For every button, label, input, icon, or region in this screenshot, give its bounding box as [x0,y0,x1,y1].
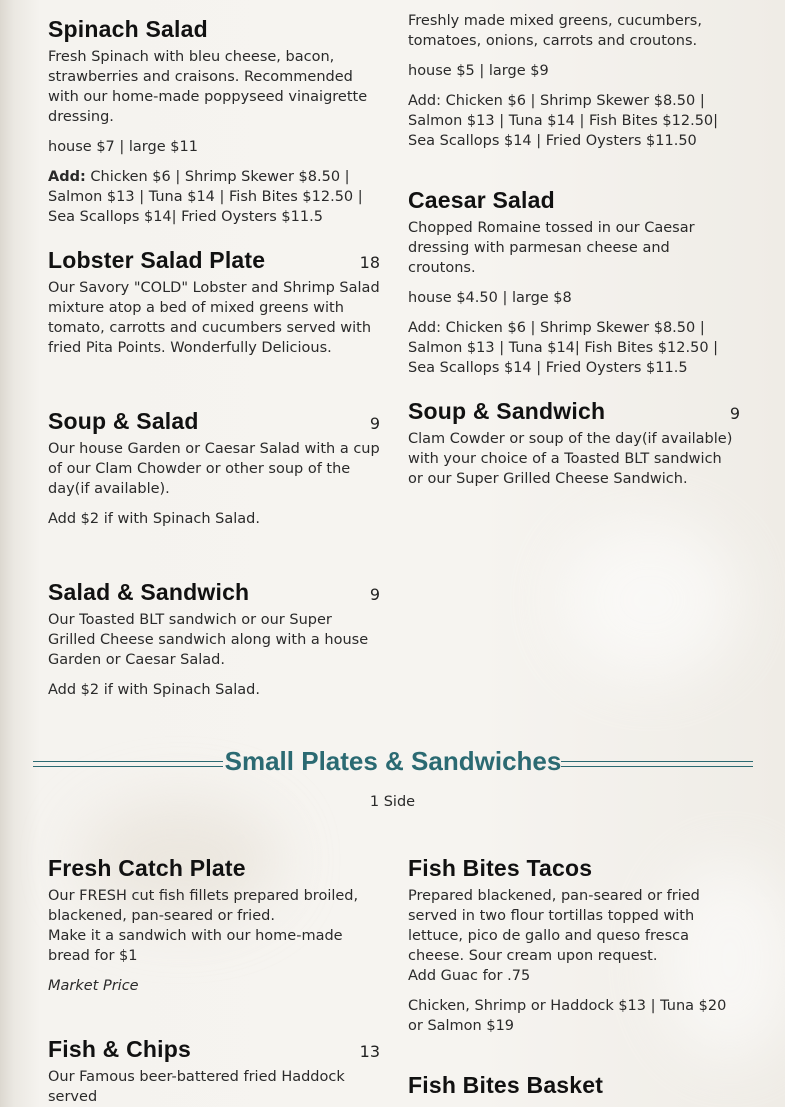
background-blur [560,520,740,680]
item-description: Chopped Romaine tossed in our Caesar dressing with parmesan cheese and croutons. [408,220,695,276]
item-title: Soup & Sandwich [408,398,606,424]
item-description: Fresh Spinach with bleu cheese, bacon, strawberries and craisons. Recommended with our home-made poppyseed vinaigrette dressing. [48,49,368,125]
item-prices: Chicken, Shrimp or Haddock $13 | Tuna $20 or Salmon $19 [408,998,727,1034]
item-sizes: house $4.50 | large $8 [408,290,572,306]
item-title: Fish & Chips [48,1036,191,1062]
menu-item-soup-salad [48,406,380,529]
menu-item-soup-sandwich [408,396,740,489]
add-label: Add: [48,169,86,185]
menu-item-garden-salad [408,11,740,151]
item-description: Clam Cowder or soup of the day(if available) with your choice of a Toasted BLT sandwich or our Super Grilled Cheese Sandwich. [408,431,733,487]
menu-item-lobster-salad-plate [48,245,380,358]
item-add-ons: Add: Chicken $6 | Shrimp Skewer $8.50 | Salmon $13 | Tuna $14| Fish Bites $12.50 | Sea Scallops $14 | Fried Oysters $11.5 [408,320,719,376]
item-title: Fish Bites Tacos [408,855,593,881]
menu-item-fish-chips [48,1034,380,1107]
item-description: Our FRESH cut fish fillets prepared broiled, blackened, pan-seared or fried. [48,888,359,924]
item-add-ons [48,167,380,227]
section-title: Small Plates & Sandwiches [224,746,562,776]
item-description-2: Make it a sandwich with our home-made bread for $1 [48,928,343,964]
section-note: 1 Side [369,794,416,810]
item-title: Soup & Salad [48,408,199,434]
item-price: 13 [359,1042,380,1061]
item-title: Spinach Salad [48,16,208,42]
section-header [33,744,753,780]
item-note: Add $2 if with Spinach Salad. [48,682,260,698]
item-price-note: Market Price [48,978,139,994]
item-sizes: house $7 | large $11 [48,139,198,155]
item-price: 18 [359,253,380,272]
item-description: Our Famous beer-battered fried Haddock served [48,1069,345,1105]
item-description: Our Toasted BLT sandwich or our Super Grilled Cheese sandwich along with a house Garden or Caesar Salad. [48,612,369,668]
item-title: Caesar Salad [408,187,555,213]
menu-item-fish-bites-basket [408,1070,740,1100]
item-description: Prepared blackened, pan-seared or fried served in two flour tortillas topped with lettuce, pico de gallo and queso fresca cheese. Sour cream upon request. [408,888,700,964]
item-price: 9 [369,414,380,433]
menu-item-fresh-catch-plate [48,853,380,996]
item-description: Freshly made mixed greens, cucumbers, tomatoes, onions, carrots and croutons. [408,13,702,49]
item-note: Add $2 if with Spinach Salad. [48,511,260,527]
item-add-ons: Add: Chicken $6 | Shrimp Skewer $8.50 | Salmon $13 | Tuna $14 | Fish Bites $12.50| Sea Scallops $14 | Fried Oysters $11.50 [408,93,719,149]
item-title: Salad & Sandwich [48,579,250,605]
item-sizes: house $5 | large $9 [408,63,549,79]
item-title: Fish Bites Basket [408,1072,604,1098]
item-title: Lobster Salad Plate [48,247,266,273]
item-price: 9 [369,585,380,604]
menu-item-salad-sandwich [48,577,380,700]
menu-item-spinach-salad [48,14,380,227]
add-text: Chicken $6 | Shrimp Skewer $8.50 | Salmon $13 | Tuna $14 | Fish Bites $12.50 | Sea Scallops $14| Fried Oysters $11.5 [48,169,363,225]
item-description: Our Savory "COLD" Lobster and Shrimp Salad mixture atop a bed of mixed greens with tomato, carrotts and cucumbers served with fried Pita Points. Wonderfully Delicious. [48,280,380,356]
item-description-2: Add Guac for .75 [408,968,531,984]
menu-item-caesar-salad [408,185,740,378]
item-description: Our house Garden or Caesar Salad with a cup of our Clam Chowder or other soup of the day(if available). [48,441,380,497]
item-title: Fresh Catch Plate [48,855,246,881]
item-price: 9 [729,404,740,423]
section-rule-right [561,761,753,767]
menu-item-fish-bites-tacos [408,853,740,1036]
